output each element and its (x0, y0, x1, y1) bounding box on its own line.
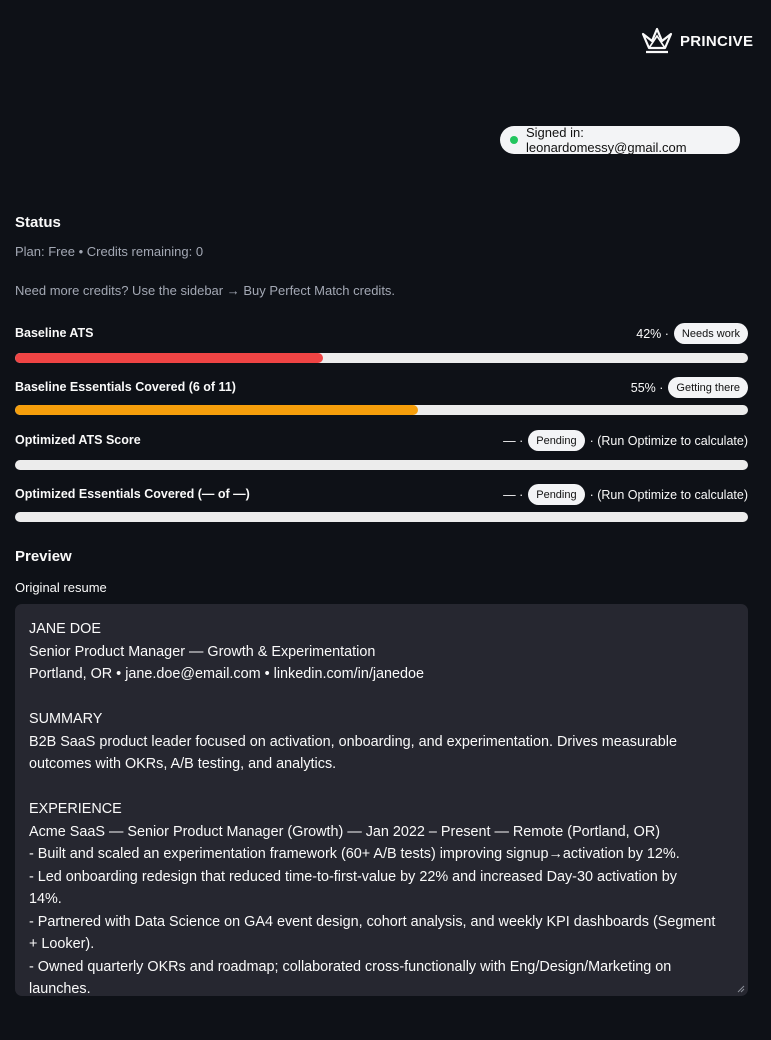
status-badge: Needs work (674, 323, 748, 344)
metric-value-optimized-ats (503, 430, 748, 451)
resume-line: Portland, OR • jane.doe@email.com • linkedin.com/in/janedoe (29, 666, 425, 682)
plan-line: Plan: Free • Credits remaining: 0 (15, 244, 204, 259)
signed-in-badge (500, 126, 740, 154)
resize-handle-icon[interactable] (737, 985, 745, 993)
resume-line: EXPERIENCE (29, 801, 122, 817)
resume-line (29, 776, 734, 799)
resume-line: 14%. (29, 891, 62, 907)
status-badge: Pending (528, 484, 584, 505)
crown-icon (640, 26, 674, 56)
progress-fill (15, 353, 323, 363)
metric-label-baseline-essentials: Baseline Essentials Covered (6 of 11) (15, 380, 236, 394)
original-resume-textarea[interactable] (15, 604, 748, 996)
metric-value-optimized-essentials (503, 484, 748, 505)
metric-note: · (Run Optimize to calculate) (589, 433, 748, 448)
brand-name: PRINCIVE (680, 32, 754, 50)
metric-label-baseline-ats: Baseline ATS (15, 326, 94, 340)
resume-line: - Led onboarding redesign that reduced time-to-first-value by 22% and increased Day-30 activation by (29, 868, 677, 885)
resume-line: - Partnered with Data Science on GA4 event design, cohort analysis, and weekly KPI dashboards (Segment (29, 913, 716, 930)
metric-note: · (Run Optimize to calculate) (589, 487, 748, 502)
textarea-label: Original resume (15, 580, 107, 595)
resume-line: launches. (29, 981, 91, 996)
brand-logo (640, 26, 753, 56)
resume-line (29, 686, 734, 709)
status-badge: Pending (528, 430, 584, 451)
preview-heading: Preview (15, 548, 72, 565)
metric-value-text: 42% · (636, 326, 669, 341)
metric-label-optimized-ats: Optimized ATS Score (15, 433, 141, 447)
resume-line: + Looker). (29, 936, 95, 952)
resume-line: - Owned quarterly OKRs and roadmap; collaborated cross-functionally with Eng/Design/Marketing on (29, 958, 672, 975)
metric-value-baseline-essentials (631, 377, 748, 398)
metric-value-baseline-ats (636, 323, 748, 344)
progress-fill (15, 405, 418, 415)
resume-line: outcomes with OKRs, A/B testing, and analytics. (29, 756, 337, 772)
metric-value-text: — · (503, 433, 524, 448)
resume-line: Senior Product Manager — Growth & Experimentation (29, 643, 376, 660)
resume-line: B2B SaaS product leader focused on activation, onboarding, and experimentation. Drives measurable (29, 733, 677, 750)
status-badge: Getting there (668, 377, 748, 398)
metric-value-text: 55% · (630, 380, 664, 395)
resume-line: Acme SaaS — Senior Product Manager (Growth) — Jan 2022 – Present — Remote (Portland, OR) (29, 823, 661, 840)
progress-bar-baseline-ats (15, 353, 748, 363)
credits-hint: Need more credits? Use the sidebar → Buy Perfect Match credits. (15, 283, 396, 298)
resume-line: SUMMARY (29, 711, 103, 727)
progress-bar-optimized-essentials (15, 512, 748, 522)
progress-bar-baseline-essentials (15, 405, 748, 415)
metric-label-optimized-essentials: Optimized Essentials Covered (— of —) (15, 487, 250, 501)
progress-bar-optimized-ats (15, 460, 748, 470)
online-status-icon (510, 136, 518, 144)
resume-line: JANE DOE (29, 621, 101, 637)
status-heading: Status (15, 214, 61, 231)
metric-value-text: — · (503, 487, 524, 502)
resume-line: - Built and scaled an experimentation framework (60+ A/B tests) improving signup→activation by 12%. (29, 846, 680, 862)
signed-in-text: Signed in: leonardomessy@gmail.com (526, 125, 687, 155)
